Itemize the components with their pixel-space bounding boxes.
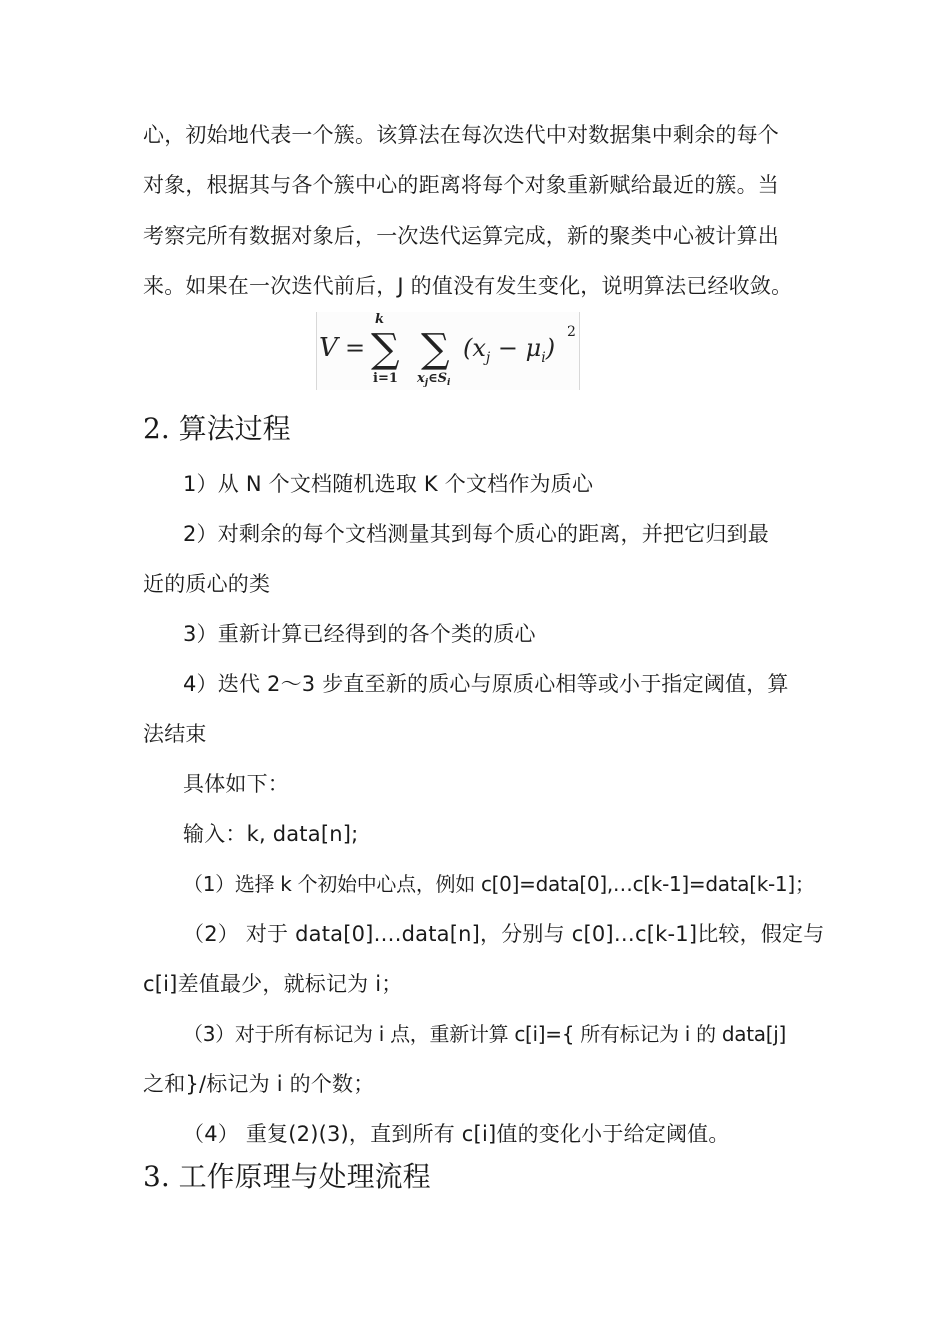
formula-power: 2 xyxy=(567,324,576,340)
paragraph-line: 心，初始地代表一个簇。该算法在每次迭代中对数据集中剩余的每个 xyxy=(143,123,779,147)
detail-line: （3）对于所有标记为 i 点，重新计算 c[i]={ 所有标记为 i 的 data[j] xyxy=(183,1022,786,1046)
formula-image xyxy=(316,312,580,390)
step-line: 2）对剩余的每个文档测量其到每个质心的距离，并把它归到最 xyxy=(183,522,769,546)
sum2-lower: $x_j\in S_i$ xyxy=(417,371,451,388)
detail-line: （1）选择 k 个初始中心点，例如 c[0]=data[0],…c[k-1]=data[k-1]； xyxy=(183,872,815,896)
sum1-upper: k xyxy=(375,312,385,327)
paragraph-line: 对象，根据其与各个簇中心的距离将每个对象重新赋给最近的簇。当 xyxy=(143,173,779,197)
paragraph-line: 考察完所有数据对象后，一次迭代运算完成，新的聚类中心被计算出 xyxy=(143,224,779,248)
step-line: 4）迭代 2～3 步直至新的质心与原质心相等或小于指定阈值，算 xyxy=(183,672,789,696)
sum2-sigma: ∑ xyxy=(421,326,450,372)
sum1-sigma: ∑ xyxy=(371,326,400,372)
step-line: 1）从 N 个文档随机选取 K 个文档作为质心 xyxy=(183,472,594,496)
section-2-heading: 2. 算法过程 xyxy=(143,412,291,445)
step-line: 3）重新计算已经得到的各个类的质心 xyxy=(183,622,536,646)
detail-line: （2） 对于 data[0]….data[n]，分别与 c[0]…c[k-1]比较，假定与 xyxy=(183,922,825,946)
input-line: 输入：k, data[n]; xyxy=(183,822,359,846)
step-line: 近的质心的类 xyxy=(143,572,271,596)
formula-body: $(x_j - \mu_i)$ xyxy=(463,334,556,366)
formula-lhs: V xyxy=(319,333,338,363)
detail-line: （4） 重复(2)(3)，直到所有 c[i]值的变化小于给定阈值。 xyxy=(183,1122,730,1146)
detail-line: c[i]差值最少，就标记为 i； xyxy=(143,972,403,996)
sum1-lower: i=1 xyxy=(373,371,398,386)
paragraph-line: 来。如果在一次迭代前后，J 的值没有发生变化，说明算法已经收敛。 xyxy=(143,274,793,298)
formula-equals: = xyxy=(345,334,366,362)
section-3-heading: 3. 工作原理与处理流程 xyxy=(143,1160,431,1193)
detail-line: 之和}/标记为 i 的个数； xyxy=(143,1072,375,1096)
step-line: 法结束 xyxy=(143,722,207,746)
detail-intro: 具体如下： xyxy=(183,772,289,796)
